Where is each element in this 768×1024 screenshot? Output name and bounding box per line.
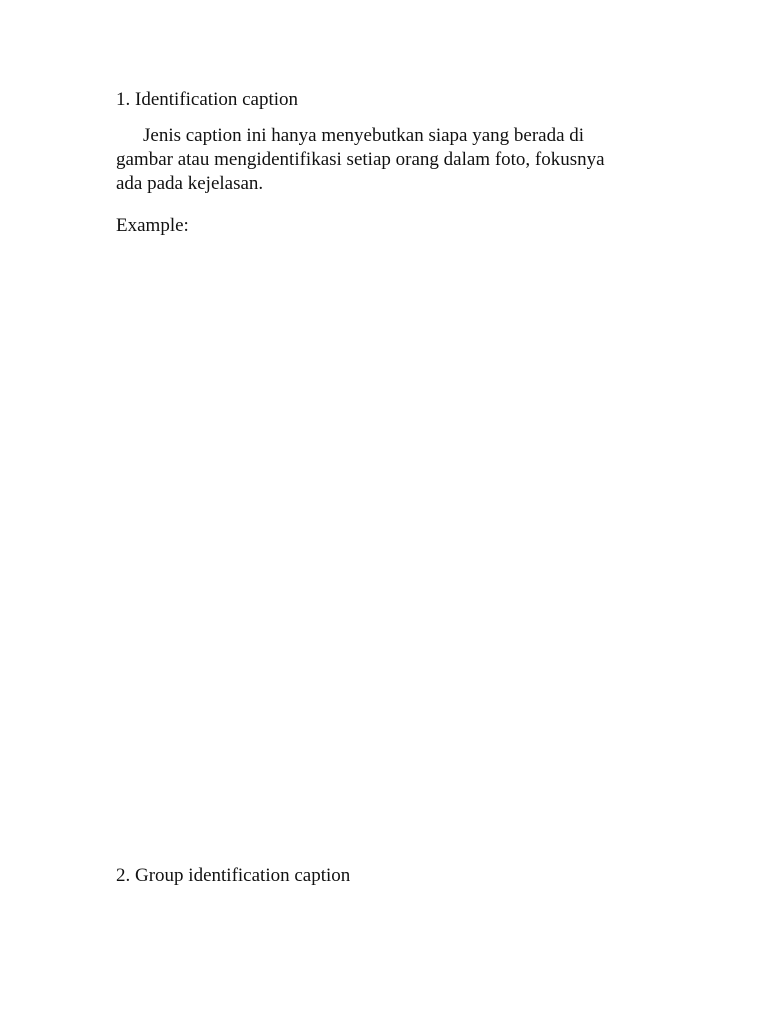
section-1-heading: 1. Identification caption [116, 89, 299, 110]
paragraph-line: gambar atau mengidentifikasi setiap orang dalam foto, fokusnya [116, 149, 605, 170]
paragraph-line: ada pada kejelasan. [116, 173, 264, 194]
example-label: Example: [116, 215, 189, 236]
paragraph-line: Jenis caption ini hanya menyebutkan siapa yang berada di [143, 125, 585, 146]
section-2-heading: 2. Group identification caption [116, 865, 351, 886]
section-1-paragraph [116, 124, 676, 196]
